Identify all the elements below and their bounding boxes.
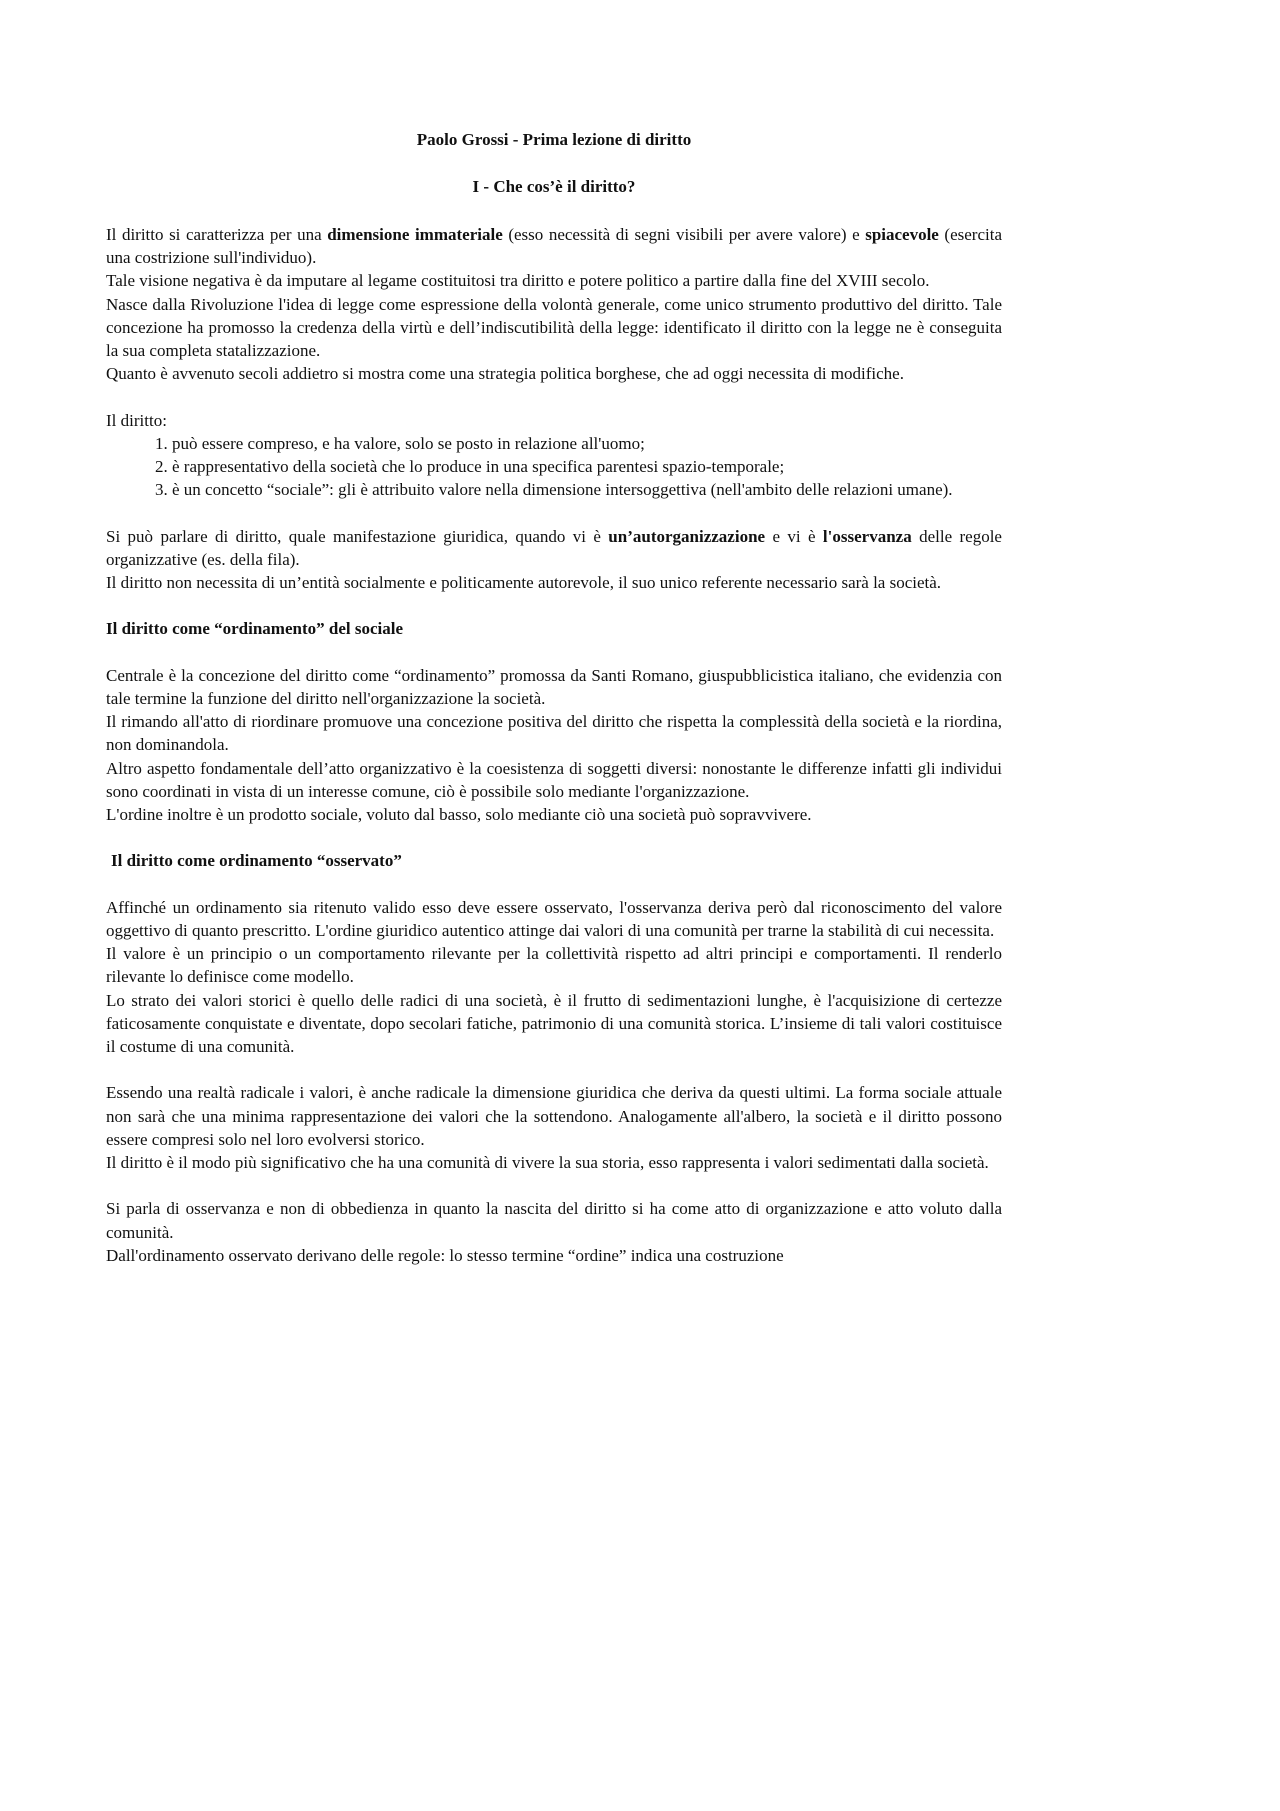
document-body <box>106 128 1002 1267</box>
body-paragraph: Il diritto non necessita di un’entità socialmente e politicamente autorevole, il suo unico referente necessario sarà la società. <box>106 572 942 592</box>
body-paragraph: Il diritto è il modo più significativo che ha una comunità di vivere la sua storia, esso rappresenta i valori sedimentati dalla società. <box>106 1152 989 1172</box>
body-paragraph: Il rimando all'atto di riordinare promuove una concezione positiva del diritto che rispetta la complessità della società e la riordina, non dominandola. <box>106 712 1002 755</box>
list-lead: Il diritto: <box>106 410 167 430</box>
numbered-list <box>106 432 1002 502</box>
intro-paragraph: Il diritto si caratterizza per una dimensione immateriale (esso necessità di segni visibili per avere valore) e spiacevole (esercita una costrizione sull'individuo). <box>106 224 1002 268</box>
intro-paragraph: Nasce dalla Rivoluzione l'idea di legge come espressione della volontà generale, come unico strumento produttivo del diritto. Tale concezione ha promosso la credenza della virtù e dell’indiscutibilità della legge: identificato il diritto con la legge ne è conseguita la sua completa statalizzazione. <box>106 294 1002 360</box>
document-title: Paolo Grossi - Prima lezione di diritto <box>416 130 692 149</box>
body-paragraph: Si parla di osservanza e non di obbedienza in quanto la nascita del diritto si ha come atto di organizzazione e atto voluto dalla comunità. <box>106 1199 1002 1242</box>
body-paragraph: Altro aspetto fondamentale dell’atto organizzativo è la coesistenza di soggetti diversi: nonostante le differenze infatti gli individui sono coordinati in vista di un interesse comune, ciò è possibile solo mediante l'organizzazione. <box>106 758 1002 801</box>
list-item: 2. è rappresentativo della società che lo produce in una specifica parentesi spazio-temporale; <box>172 455 1002 478</box>
body-paragraph: Si può parlare di diritto, quale manifestazione giuridica, quando vi è un’autorganizzazione e vi è l'osservanza delle regole organizzative (es. della fila). <box>106 526 1002 569</box>
intro-paragraph: Quanto è avvenuto secoli addietro si mostra come una strategia politica borghese, che ad oggi necessita di modifiche. <box>106 364 904 384</box>
chapter-title: I - Che cos’è il diritto? <box>472 176 636 196</box>
body-paragraph: Dall'ordinamento osservato derivano delle regole: lo stesso termine “ordine” indica una costruzione <box>106 1245 784 1265</box>
body-paragraph: L'ordine inoltre è un prodotto sociale, voluto dal basso, solo mediante ciò una società può sopravvivere. <box>106 804 812 824</box>
body-paragraph: Lo strato dei valori storici è quello delle radici di una società, è il frutto di sedimentazioni lunghe, è l'acquisizione di certezze faticosamente conquistate e diventate, dopo secolari fatiche, patrimonio di una comunità storica. L’insieme di tali valori costituisce il costume di una comunità. <box>106 990 1002 1056</box>
body-paragraph: Essendo una realtà radicale i valori, è anche radicale la dimensione giuridica che deriva da questi ultimi. La forma sociale attuale non sarà che una minima rappresentazione dei valori che la sottendono. Analogamente all'albero, la società e il diritto possono essere compresi solo nel loro evolversi storico. <box>106 1083 1002 1149</box>
list-item: 1. può essere compreso, e ha valore, solo se posto in relazione all'uomo; <box>172 432 1002 455</box>
body-paragraph: Centrale è la concezione del diritto come “ordinamento” promossa da Santi Romano, giuspubblicistica italiano, che evidenzia con tale termine la funzione del diritto nell'organizzazione la società. <box>106 665 1002 708</box>
body-paragraph: Il valore è un principio o un comportamento rilevante per la collettività rispetto ad altri principi e comportamenti. Il renderlo rilevante lo definisce come modello. <box>106 944 1002 987</box>
list-item: 3. è un concetto “sociale”: gli è attribuito valore nella dimensione intersoggettiva (nell'ambito delle relazioni umane). <box>172 478 1002 501</box>
intro-paragraph: Tale visione negativa è da imputare al legame costituitosi tra diritto e potere politico a partire dalla fine del XVIII secolo. <box>106 271 930 291</box>
section-heading: Il diritto come ordinamento “osservato” <box>111 851 402 871</box>
section-heading: Il diritto come “ordinamento” del sociale <box>106 619 403 639</box>
body-paragraph: Affinché un ordinamento sia ritenuto valido esso deve essere osservato, l'osservanza deriva però dal riconoscimento del valore oggettivo di quanto prescritto. L'ordine giuridico autentico attinge dai valori di una comunità per trarne la stabilità di cui necessita. <box>106 897 1002 940</box>
